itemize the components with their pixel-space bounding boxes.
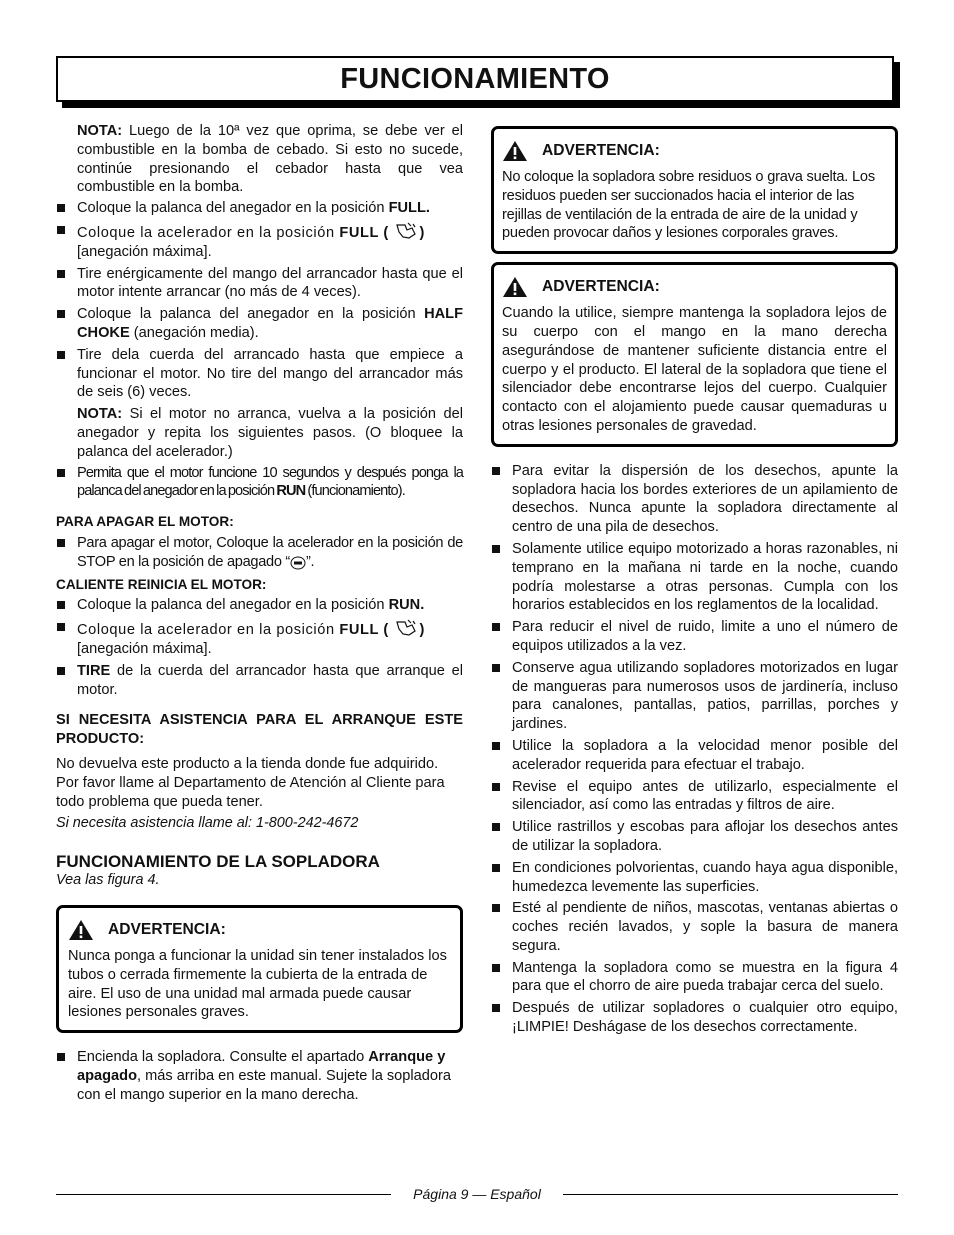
list-item-tail: ”.: [305, 553, 315, 570]
list-item-tail: [anegación máxima].: [77, 243, 212, 260]
list-item-text: Revise el equipo antes de utilizarlo, especialmente el silenciador, así como las entradas y filtros de aire.: [512, 778, 898, 814]
list-item: [56, 346, 463, 402]
list-item-text: Para evitar la dispersión de los desechos, apunte la sopladora hacia los bordes exteriores de un apilamiento de desechos. Nunca apunte la sopladora directamente al centro de una pila de desechos.: [512, 462, 898, 536]
list-item: [491, 659, 898, 734]
page-title: FUNCIONAMIENTO: [340, 63, 610, 95]
list-item: [491, 999, 898, 1037]
note-label: NOTA:: [77, 123, 123, 139]
list-item: [491, 818, 898, 856]
list-item-text: Coloque la palanca del anegador en la posición: [77, 200, 389, 217]
list-item: [491, 959, 898, 997]
list-item: [56, 662, 463, 700]
page-title-box: [56, 56, 894, 102]
square-bullet-icon: [57, 601, 65, 609]
list-item-text: Encienda la sopladora. Consulte el apartado: [77, 1049, 369, 1066]
start-blower-list: [56, 1048, 463, 1104]
list-item: [491, 778, 898, 816]
list-item: [56, 534, 463, 572]
square-bullet-icon: [57, 539, 65, 547]
square-bullet-icon: [57, 667, 65, 675]
square-bullet-icon: [492, 864, 500, 872]
warning-box-handling: [491, 262, 898, 447]
footer-rule-right: [563, 1194, 898, 1195]
list-item: [56, 464, 463, 502]
list-item-tail: (anegación media).: [129, 324, 259, 341]
list-item: [491, 899, 898, 955]
square-bullet-icon: [492, 742, 500, 750]
note-text: Luego de la 10ª vez que oprima, se debe ver el combustible en la bomba de cebado. Si esto no sucede, continúe presionando el cebador hasta que vea combustible en la bomba.: [77, 123, 463, 196]
warning-title: ADVERTENCIA:: [542, 141, 660, 159]
list-item-text: Tire enérgicamente del mango del arrancador hasta que el motor intente arrancar (no más de 4 veces).: [77, 265, 463, 301]
list-item: [56, 305, 463, 343]
choke-full-icon: [394, 618, 420, 638]
list-item-text: Permita que el motor funcione 10 segundos y después ponga la palanca del anegador en la posición: [77, 464, 463, 500]
list-item-text: En condiciones polvorientas, cuando haya agua disponible, humedezca levemente las superficies.: [512, 859, 898, 895]
square-bullet-icon: [57, 623, 65, 631]
square-bullet-icon: [57, 469, 65, 477]
list-item-bold: RUN.: [388, 597, 425, 614]
list-item: [56, 221, 463, 262]
list-item-text: de la cuerda del arrancador hasta que arranque el motor.: [77, 662, 463, 698]
list-item: [56, 596, 463, 615]
square-bullet-icon: [57, 310, 65, 318]
blower-figure-ref: Vea las figura 4.: [56, 872, 160, 889]
warning-header: [68, 919, 452, 941]
left-column: [56, 122, 463, 1108]
square-bullet-icon: [492, 1004, 500, 1012]
list-item-text: Después de utilizar sopladores o cualquier otro equipo, ¡LIMPIE! Deshágase de los desechos correctamente.: [512, 1000, 898, 1036]
list-item: [56, 199, 463, 218]
square-bullet-icon: [492, 664, 500, 672]
square-bullet-icon: [492, 467, 500, 475]
list-item-text: Utilice la sopladora a la velocidad menor posible del acelerador requerida para efectuar el trabajo.: [512, 737, 898, 773]
stop-heading: PARA APAGAR EL MOTOR:: [56, 514, 234, 530]
list-item: [56, 618, 463, 659]
list-item-tail: [anegación máxima].: [77, 640, 212, 657]
warning-box-blower: [56, 905, 463, 1033]
list-item-bold: FULL (: [339, 224, 389, 241]
list-item-bold: Arranque y apagado: [77, 1049, 446, 1085]
warning-header: [502, 140, 887, 162]
warning-triangle-icon: [68, 919, 94, 941]
note-retry: [56, 405, 463, 461]
safety-tips-list: [491, 462, 898, 1037]
blower-heading: FUNCIONAMIENTO DE LA SOPLADORA: [56, 851, 380, 871]
list-item: [56, 1048, 463, 1104]
square-bullet-icon: [57, 1053, 65, 1061]
list-item-bold: FULL.: [388, 200, 430, 217]
list-item-bold: HALF CHOKE: [77, 306, 463, 341]
warning-title: ADVERTENCIA:: [542, 277, 660, 295]
square-bullet-icon: [492, 623, 500, 631]
start-steps-list: [56, 199, 463, 402]
list-item-text: Mantenga la sopladora como se muestra en la figura 4 para que el chorro de aire pueda trabajar cerca del suelo.: [512, 959, 898, 995]
square-bullet-icon: [492, 823, 500, 831]
assist-text: No devuelva este producto a la tienda donde fue adquirido. Por favor llame al Departamento de Atención al Cliente para todo problema que pueda tener.: [56, 756, 445, 810]
list-item: [491, 618, 898, 656]
square-bullet-icon: [57, 270, 65, 278]
list-item-bold: ): [419, 622, 426, 639]
list-item-bold: FULL (: [339, 622, 389, 639]
stop-icon: [290, 556, 306, 570]
list-item: [56, 265, 463, 303]
page-footer: Página 9 — Español: [413, 1186, 541, 1202]
list-item: [491, 462, 898, 537]
list-item-text: Utilice rastrillos y escobas para aflojar los desechos antes de utilizar la sopladora.: [512, 819, 898, 854]
list-item-bold: TIRE: [77, 662, 111, 679]
list-item: [491, 859, 898, 897]
warning-text: Nunca ponga a funcionar la unidad sin tener instalados los tubos o cerrada firmemente la cubierta de la entrada de aire. El uso de una unidad mal armada puede causar lesiones personales graves.: [68, 948, 447, 1021]
list-item-text: Esté al pendiente de niños, mascotas, ventanas abiertas o coches recién lavados, y sople la basura de manera segura.: [512, 900, 898, 954]
list-item: [491, 540, 898, 615]
square-bullet-icon: [57, 204, 65, 212]
list-item-bold: ): [419, 224, 426, 241]
list-item-bold: RUN: [276, 483, 306, 500]
square-bullet-icon: [57, 226, 65, 234]
footer-rule-left: [56, 1194, 391, 1195]
list-item-text: Coloque la palanca del anegador en la posición: [77, 597, 389, 614]
warning-title: ADVERTENCIA:: [108, 920, 226, 938]
warning-triangle-icon: [502, 276, 528, 298]
list-item-text: Para apagar el motor, Coloque la acelerador en la posición de STOP en la posición de apagado “: [77, 534, 463, 570]
note-prime: [56, 122, 463, 197]
assist-phone: Si necesita asistencia llame al: 1-800-242-4672: [56, 814, 359, 831]
hot-restart-heading: CALIENTE REINICIA EL MOTOR:: [56, 576, 267, 592]
list-item-text: Tire dela cuerda del arrancado hasta que empiece a funcionar el motor. No tire del mango del arrancador más de seis (6) veces.: [77, 346, 463, 401]
square-bullet-icon: [492, 904, 500, 912]
list-item-tail: , más arriba en este manual. Sujete la sopladora con el mango superior en la mano derecha.: [77, 1068, 451, 1103]
list-item-text: Coloque la palanca del anegador en la posición: [77, 306, 425, 323]
list-item-text: Solamente utilice equipo motorizado a horas razonables, ni temprano en la mañana ni tarde en la noche, cuando podría molestarse a otras personas. Cumpla con los horarios establecidos en los reglamentos de la localidad.: [512, 540, 898, 614]
warning-text: No coloque la sopladora sobre residuos o grava suelta. Los residuos pueden ser succionados hacia el interior de las rejillas de ventilación de la entrada de aire de la unidad y pueden provocar daños y lesiones corporales graves.: [502, 169, 875, 242]
warning-triangle-icon: [502, 140, 528, 162]
square-bullet-icon: [492, 783, 500, 791]
list-item-tail: (funcionamiento).: [305, 483, 405, 500]
warning-text: Cuando la utilice, siempre mantenga la sopladora lejos de su cuerpo con el mango en la mano derecha asegurándose de mantener suficiente distancia entre el cuerpo y el producto. El lateral de la sopladora que tiene el silenciador debe encontrarse lejos del cuerpo. Cualquier contacto con el alojamiento puede causar quemaduras u otras lesiones personales de gravedad.: [502, 305, 887, 434]
note-text: Si el motor no arranca, vuelva a la posición del anegador y repita los siguientes pasos. (O bloquee la palanca del acelerador.): [77, 406, 463, 460]
list-item-text: Conserve agua utilizando sopladores motorizados en lugar de mangueras para numerosos usos de jardinería, incluso para canalones, pantallas, patios, parrillas, porches y jardines.: [512, 659, 898, 733]
list-item: [491, 737, 898, 775]
list-item-text: Para reducir el nivel de ruido, limite a uno el número de equipos utilizados a la vez.: [512, 619, 898, 654]
hot-restart-list: [56, 596, 463, 699]
square-bullet-icon: [57, 351, 65, 359]
right-column: [491, 126, 898, 1040]
square-bullet-icon: [492, 964, 500, 972]
square-bullet-icon: [492, 545, 500, 553]
choke-full-icon: [394, 221, 420, 241]
run-step-list: [56, 464, 463, 502]
note-label: NOTA:: [77, 406, 123, 423]
list-item-text: Coloque la acelerador en la posición: [77, 224, 340, 241]
stop-list: [56, 534, 463, 572]
warning-box-debris: [491, 126, 898, 254]
assist-heading: SI NECESITA ASISTENCIA PARA EL ARRANQUE ESTE PRODUCTO:: [56, 712, 463, 748]
warning-header: [502, 276, 887, 298]
list-item-text: Coloque la acelerador en la posición: [77, 622, 340, 639]
